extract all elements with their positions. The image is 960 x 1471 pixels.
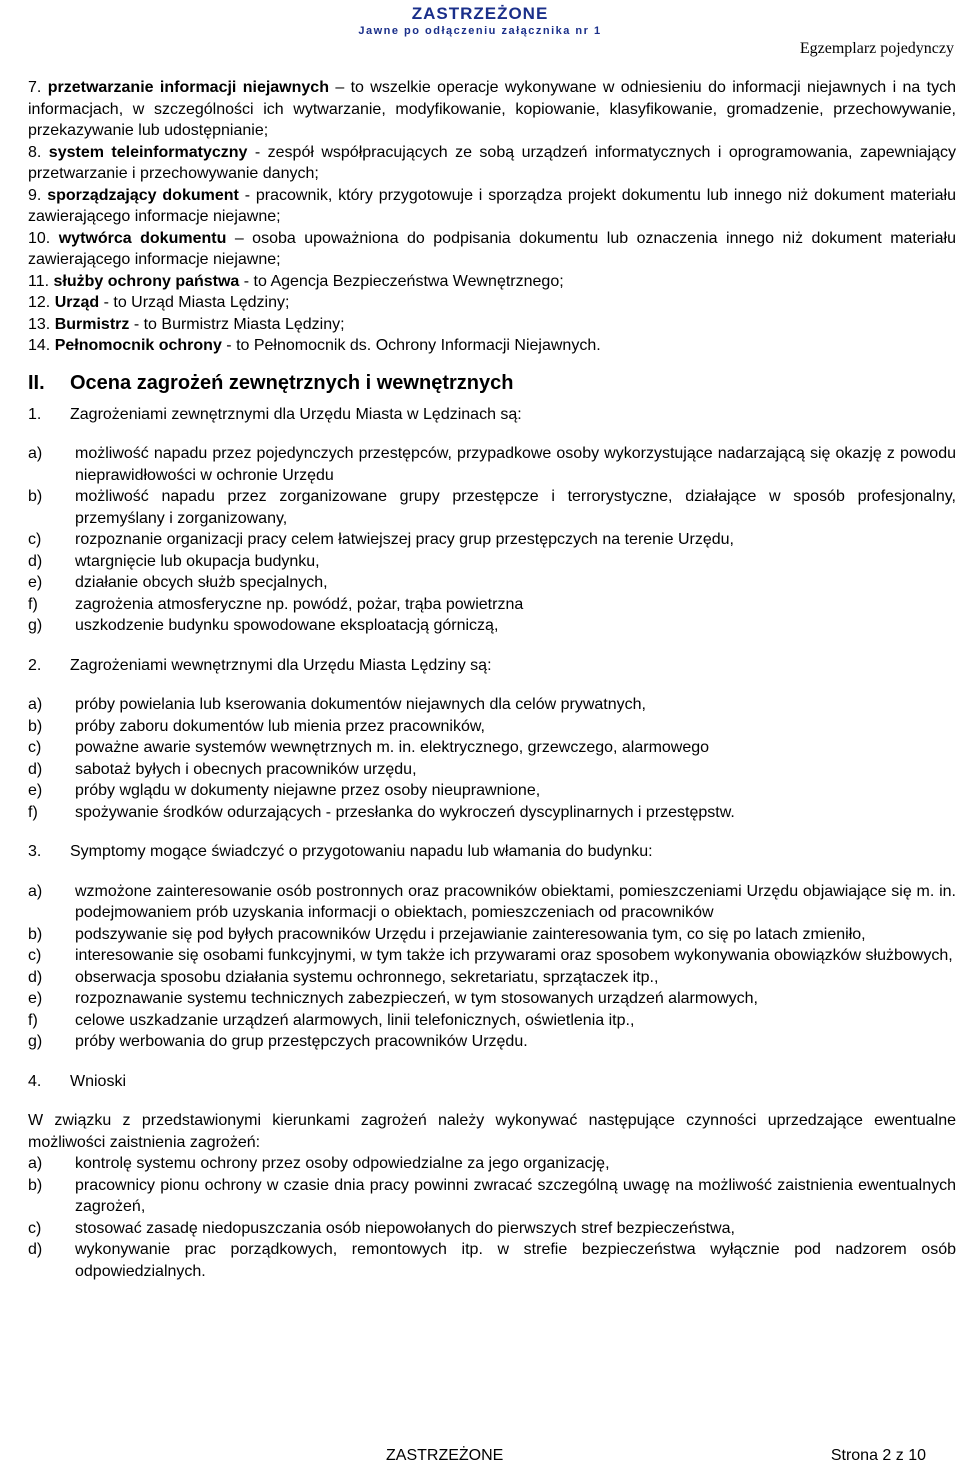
definition-number: 7. (28, 79, 42, 96)
point-heading (28, 404, 956, 426)
item-letter: b) (28, 717, 43, 735)
item-letter: f) (28, 1011, 38, 1029)
item-letter: c) (28, 739, 42, 756)
item-text: wykonywanie prac porządkowych, remontowych itp. w strefie bezpieczeństwa wyłącznie pod nadzorem osób odpowiedzialnych. (75, 1241, 956, 1280)
item-text: interesowanie się osobami funkcyjnymi, w tym także ich przywarami oraz sposobem wykonywania obowiązków służbowych, (75, 947, 953, 964)
item-text: wzmożone zainteresowanie osób postronnych oraz pracowników obiektami, pomieszczeniami Urzędu objawiające się m. in. podejmowaniem prób uzyskania informacji o obiektach, pomieszczeniach od pracowników (75, 882, 956, 921)
item-letter: c) (28, 531, 42, 548)
definition-text: - pracownik, który przygotowuje i sporządza projekt dokumentu lub innego niż dokument materiału zawierającego informacje niejawne; (28, 186, 956, 225)
list-item (28, 737, 956, 759)
point-title: Zagrożeniami wewnętrznymi dla Urzędu Miasta Lędziny są: (70, 656, 492, 674)
item-letter: a) (28, 1155, 43, 1172)
list-item (28, 802, 956, 824)
list-item (28, 780, 956, 802)
item-letter: e) (28, 574, 43, 591)
definition-number: 9. (28, 186, 42, 204)
list-item (28, 694, 956, 716)
copy-label: Egzemplarz pojedynczy (799, 40, 954, 57)
definition-text: - to Agencja Bezpieczeństwa Wewnętrznego; (239, 272, 564, 290)
document-body (28, 77, 956, 1300)
item-letter: g) (28, 617, 43, 634)
section-number: II. (28, 371, 45, 394)
item-text: wtargnięcie lub okupacja budynku, (75, 552, 320, 570)
list-item (28, 759, 956, 781)
point-number: 4. (28, 1072, 42, 1090)
list-item (28, 594, 956, 616)
internal-threats-list (28, 694, 956, 823)
list-item (28, 881, 956, 924)
list-item (28, 988, 956, 1010)
point-title: Wnioski (70, 1072, 127, 1090)
list-item (28, 1218, 956, 1240)
item-text: działanie obcych służb specjalnych, (75, 574, 328, 591)
list-item (28, 529, 956, 551)
item-text: próby powielania lub kserowania dokumentów niejawnych dla celów prywatnych, (75, 696, 646, 713)
list-item (28, 924, 956, 946)
item-text: próby zaboru dokumentów lub mienia przez pracowników, (75, 717, 485, 735)
item-text: zagrożenia atmosferyczne np. powódź, pożar, trąba powietrzna (75, 595, 524, 613)
point-heading (28, 1071, 956, 1093)
item-letter: f) (28, 803, 38, 821)
item-letter: b) (28, 925, 43, 943)
item-letter: b) (28, 1176, 43, 1194)
point-number: 3. (28, 843, 42, 860)
classification-subheader: Jawne po odłączeniu załącznika nr 1 (358, 25, 602, 37)
definition-text: – to wszelkie operacje wykonywane w odniesieniu do informacji niejawnych i na tych informacjach, w szczególności ich wytwarzanie, modyfikowanie, kopiowanie, klasyfikowanie, gromadzenie, przechowywanie, przekazywanie lub udostępnianie; (28, 79, 956, 139)
definition-term: przetwarzanie informacji niejawnych (47, 79, 329, 96)
definitions-list (28, 77, 956, 357)
definition-text: - to Burmistrz Miasta Lędziny; (129, 315, 345, 333)
list-item (28, 1010, 956, 1032)
definition-term: służby ochrony państwa (53, 272, 240, 290)
item-letter: c) (28, 1219, 42, 1237)
item-text: podszywanie się pod byłych pracowników Urzędu i przejawianie zainteresowania tym, co się po latach zmieniło, (75, 925, 866, 943)
definition-term: Burmistrz (54, 315, 130, 333)
item-letter: e) (28, 782, 43, 799)
list-item (28, 945, 956, 967)
item-letter: b) (28, 488, 43, 505)
item-letter: d) (28, 968, 43, 986)
item-letter: a) (28, 696, 43, 713)
item-letter: a) (28, 445, 43, 462)
item-text: pracownicy pionu ochrony w czasie dnia pracy powinni zwracać szczególną uwagę na możliwość zaistnienia ewentualnych zagrożeń, (75, 1176, 956, 1215)
list-item (28, 486, 956, 529)
definition-text: – osoba upoważniona do podpisania dokumentu lub oznaczenia innego niż dokument materiału zawierającego informacje niejawne; (28, 229, 957, 268)
definition-text: - zespół współpracujących ze sobą urządzeń informatycznych i oprogramowania, zapewniający przetwarzanie i przechowywanie danych; (28, 143, 956, 182)
definition-number: 13. (28, 315, 51, 333)
item-text: poważne awarie systemów wewnętrznych m. in. elektrycznego, grzewczego, alarmowego (75, 739, 710, 756)
definition-number: 10. (28, 229, 51, 247)
footer-classification: ZASTRZEŻONE (386, 1447, 504, 1464)
definition-term: Urząd (54, 294, 100, 311)
point-number: 1. (28, 405, 42, 423)
list-item (28, 1175, 956, 1218)
item-text: stosować zasadę niedopuszczania osób niepowołanych do pierwszych stref bezpieczeństwa, (75, 1219, 735, 1237)
item-letter: d) (28, 1241, 43, 1258)
list-item (28, 615, 956, 637)
item-text: próby werbowania do grup przestępczych pracowników Urzędu. (75, 1033, 528, 1050)
item-letter: e) (28, 990, 43, 1007)
item-letter: d) (28, 552, 43, 570)
section-title: Ocena zagrożeń zewnętrznych i wewnętrznych (70, 371, 514, 394)
definition-item (28, 185, 956, 228)
item-text: celowe uszkadzanie urządzeń alarmowych, linii telefonicznych, oświetlenia itp., (75, 1011, 635, 1029)
item-text: sabotaż byłych i obecnych pracowników urzędu, (75, 760, 417, 778)
definition-text: - to Urząd Miasta Lędziny; (99, 294, 290, 311)
point-title: Symptomy mogące świadczyć o przygotowaniu napadu lub włamania do budynku: (70, 843, 653, 860)
definition-item (28, 228, 956, 271)
section-heading (28, 370, 956, 396)
symptoms-list (28, 881, 956, 1053)
page-number: Strona 2 z 10 (830, 1447, 926, 1464)
item-text: możliwość napadu przez pojedynczych przestępców, przypadkowe osoby wykorzystujące nadarzającą się okazję z powodu nieprawidłowości w ochronie Urzędu (75, 445, 956, 484)
item-letter: f) (28, 595, 38, 613)
item-text: kontrolę systemu ochrony przez osoby odpowiedzialne za jego organizację, (75, 1155, 610, 1172)
item-text: rozpoznawanie systemu technicznych zabezpieczeń, w tym stosowanych urządzeń alarmowych, (75, 990, 758, 1007)
list-item (28, 572, 956, 594)
item-text: spożywanie środków odurzających - przesłanka do wykroczeń dyscyplinarnych i przestępstw. (75, 803, 735, 821)
point-title: Zagrożeniami zewnętrznymi dla Urzędu Miasta w Lędzinach są: (70, 405, 522, 423)
definition-item (28, 142, 956, 185)
item-text: próby wglądu w dokumenty niejawne przez osoby nieuprawnione, (75, 782, 541, 799)
point-heading (28, 655, 956, 677)
item-letter: g) (28, 1033, 43, 1050)
definition-term: system teleinformatyczny (48, 143, 248, 161)
definition-term: Pełnomocnik ochrony (54, 337, 222, 354)
definition-number: 8. (28, 143, 42, 161)
definition-item (28, 292, 956, 314)
list-item (28, 716, 956, 738)
list-item (28, 551, 956, 573)
definition-number: 14. (28, 337, 51, 354)
external-threats-list (28, 443, 956, 637)
item-text: obserwacja sposobu działania systemu ochronnego, sekretariatu, sprzątaczek itp., (75, 968, 659, 986)
definition-item (28, 335, 956, 357)
definition-term: sporządzający dokument (47, 186, 239, 204)
conclusions-intro: W związku z przedstawionymi kierunkami zagrożeń należy wykonywać następujące czynności uprzedzające ewentualne możliwości zaistnienia zagrożeń: (28, 1112, 956, 1151)
item-text: możliwość napadu przez zorganizowane grupy przestępcze i terrorystyczne, działające w sposób profesjonalny, przemyślany i zorganizowany, (75, 488, 956, 527)
point-number: 2. (28, 656, 42, 674)
definition-item (28, 77, 956, 142)
item-text: uszkodzenie budynku spowodowane eksploatacją górniczą, (75, 617, 499, 634)
list-item (28, 1239, 956, 1282)
definition-item (28, 271, 956, 293)
definition-number: 12. (28, 294, 51, 311)
item-letter: d) (28, 760, 43, 778)
item-letter: a) (28, 882, 43, 900)
list-item (28, 1153, 956, 1175)
list-item (28, 443, 956, 486)
list-item (28, 967, 956, 989)
item-text: rozpoznanie organizacji pracy celem łatwiejszej pracy grup przestępczych na terenie Urzędu, (75, 531, 734, 548)
conclusions-list (28, 1153, 956, 1282)
point-heading (28, 841, 956, 863)
item-letter: c) (28, 947, 42, 964)
definition-term: wytwórca dokumentu (58, 229, 227, 247)
definition-number: 11. (28, 272, 50, 290)
list-item (28, 1031, 956, 1053)
definition-item (28, 314, 956, 336)
definition-text: - to Pełnomocnik ds. Ochrony Informacji Niejawnych. (221, 337, 601, 354)
classification-header: ZASTRZEŻONE (411, 4, 549, 23)
